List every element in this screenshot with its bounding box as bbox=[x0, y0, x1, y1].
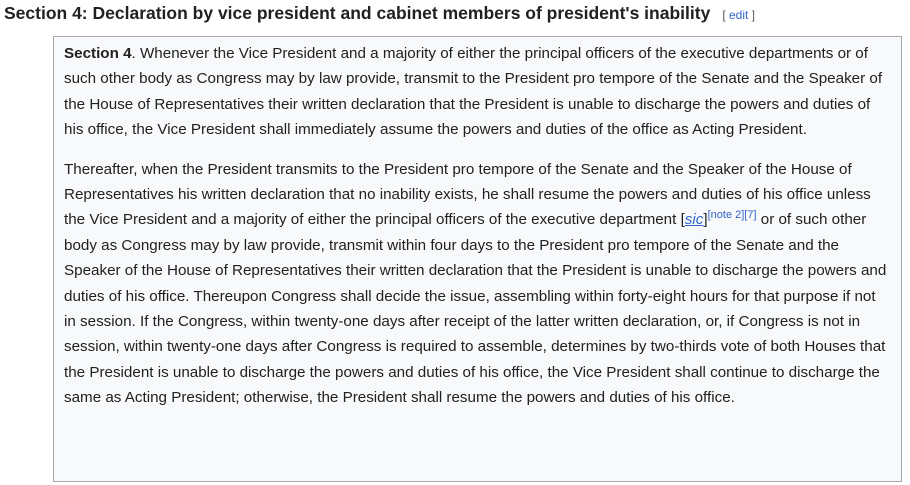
section-heading bbox=[4, 0, 904, 26]
sic-bracket-close: ] bbox=[703, 211, 708, 229]
section-title: Section 4: Declaration by vice president and cabinet members of president's inability bbox=[4, 3, 711, 23]
sic-link[interactable]: sic bbox=[684, 211, 704, 229]
quote-paragraph-2 bbox=[64, 157, 890, 411]
ref-7-link[interactable]: [7] bbox=[744, 209, 757, 222]
edit-section bbox=[722, 8, 755, 22]
paragraph-1-text: . Whenever the Vice President and a majority of either the principal officers of the executive departments or of such other body as Congress may by law provide, transmit to the President pro tempore of the Senate and the Speaker of the House of Representatives their written declaration that the President is unable to discharge the powers and duties of his office, the Vice President shall immediately assume the powers and duties of the office as Acting President. bbox=[64, 45, 883, 139]
edit-bracket-close: ] bbox=[748, 8, 756, 22]
edit-bracket-open: [ bbox=[722, 8, 729, 22]
quote-paragraph-1 bbox=[64, 41, 890, 143]
paragraph-2-text-b: or of such other body as Congress may by law provide, transmit within four days to the President pro tempore of the Senate and the Speaker of the House of Representatives their written declaration that the President is unable to discharge the powers and duties of his office. Thereupon Congress shall decide the issue, assembling within forty-eight hours for that purpose if not in session. If the Congress, within twenty-one days after receipt of the latter written declaration, or, if Congress is not in session, within twenty-one days after Congress is required to assemble, determines by two-thirds vote of both Houses that the President is unable to discharge the powers and duties of his office, the Vice President shall continue to discharge the same as Acting President; otherwise, the President shall resume the powers and duties of his office. bbox=[64, 211, 887, 407]
sic-bracket-open: [ bbox=[680, 211, 685, 229]
section-label: Section 4 bbox=[64, 45, 132, 62]
edit-link[interactable]: edit bbox=[728, 8, 749, 22]
footnote-refs bbox=[708, 209, 757, 221]
paragraph-2-text-a: Thereafter, when the President transmits to the President pro tempore of the Senate and the Speaker of the House of Representatives his written declaration that no inability exists, he shall resume the powers and duties of his office unless the Vice President and a majority of either the principal officers of the executive department bbox=[64, 160, 871, 229]
note-2-link[interactable]: [note 2] bbox=[707, 209, 745, 222]
constitution-quote-box bbox=[53, 36, 902, 482]
